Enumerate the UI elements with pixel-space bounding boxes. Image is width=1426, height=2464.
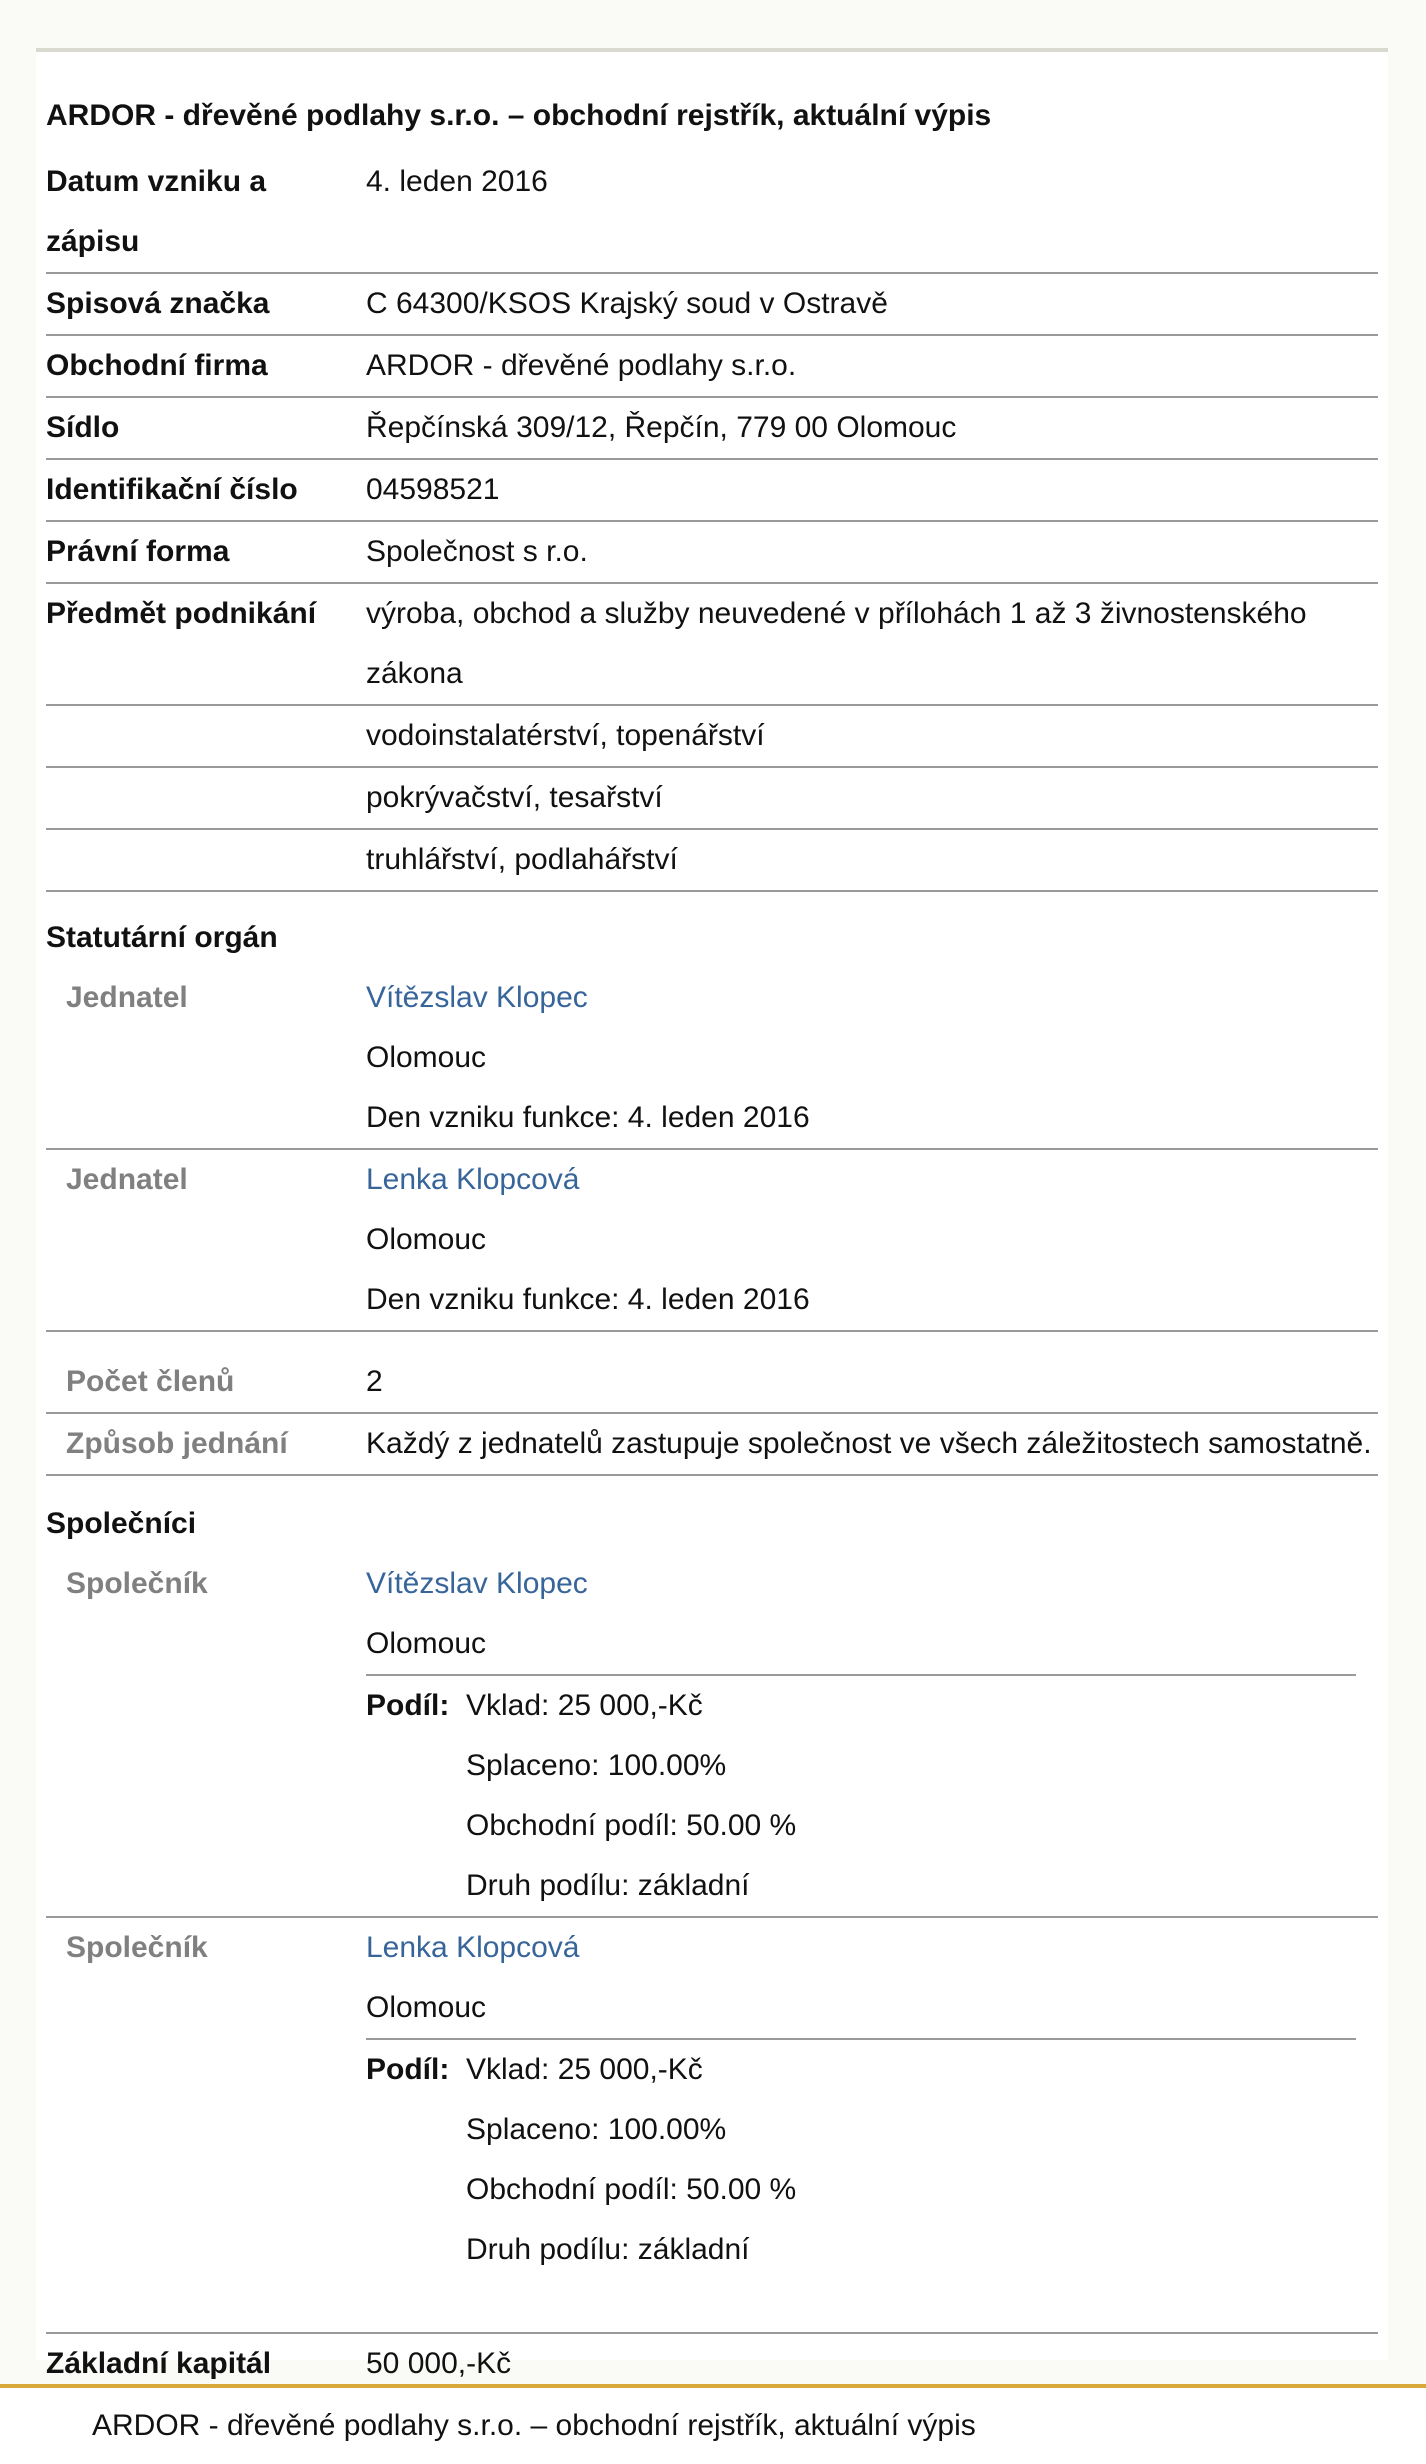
link-spolecnik-2-name[interactable]: Lenka Klopcová xyxy=(366,1931,580,1964)
spolecnik-1-splaceno: Splaceno: 100.00% xyxy=(466,1749,727,1782)
row-spolecnik-2 xyxy=(46,1918,1378,2334)
spolecnik-2-druh-podilu: Druh podílu: základní xyxy=(466,2233,750,2266)
value-predmet-1-line2: zákona xyxy=(366,657,463,690)
jednatel-2-since: Den vzniku funkce: 4. leden 2016 xyxy=(366,1283,810,1316)
row-pravni-forma xyxy=(46,522,1378,584)
value-predmet-2: vodoinstalatérství, topenářství xyxy=(366,719,765,752)
row-predmet-podnikani-3 xyxy=(46,768,1378,830)
row-jednatel-1 xyxy=(46,968,1378,1150)
spolecnik-2-vklad: Vklad: 25 000,-Kč xyxy=(466,2053,703,2086)
label-spolecnik-2: Společník xyxy=(66,1931,208,1964)
spolecnik-2-city: Olomouc xyxy=(366,1991,487,2024)
jednatel-2-city: Olomouc xyxy=(366,1223,487,1256)
value-spisova-znacka: C 64300/KSOS Krajský soud v Ostravě xyxy=(366,287,888,320)
label-zakladni-kapital: Základní kapitál xyxy=(46,2347,272,2380)
value-spolecnik-1 xyxy=(366,1554,588,1674)
value-pravni-forma: Společnost s r.o. xyxy=(366,535,588,568)
footer-title: ARDOR - dřevěné podlahy s.r.o. – obchodní rejstřík, aktuální výpis xyxy=(92,2409,976,2442)
label-zpusob-jednani: Způsob jednání xyxy=(66,1427,288,1460)
spolecnik-1-city: Olomouc xyxy=(366,1627,487,1660)
label-spolecnik-1: Společník xyxy=(66,1567,208,1600)
jednatel-1-since: Den vzniku funkce: 4. leden 2016 xyxy=(366,1101,810,1134)
value-predmet-1-line1: výroba, obchod a služby neuvedené v přílohách 1 až 3 živnostenského xyxy=(366,597,1307,630)
row-predmet-podnikani-2 xyxy=(46,706,1378,768)
label-datum-vzniku xyxy=(46,152,266,272)
spolecnik-1-druh-podilu: Druh podílu: základní xyxy=(466,1869,750,1902)
registry-card xyxy=(36,48,1388,2380)
value-zakladni-kapital: 50 000,-Kč xyxy=(366,2347,512,2380)
row-datum-vzniku xyxy=(46,152,1378,274)
value-predmet-1 xyxy=(366,584,1307,704)
row-predmet-podnikani-4 xyxy=(46,830,1378,892)
value-jednatel-1 xyxy=(366,968,810,1148)
section-spolecnici: Společníci xyxy=(46,1507,197,1540)
row-sidlo xyxy=(46,398,1378,460)
row-spolecnik-1 xyxy=(46,1554,1378,1918)
label-pravni-forma: Právní forma xyxy=(46,535,230,568)
label-pocet-clenu: Počet členů xyxy=(66,1365,235,1398)
row-predmet-podnikani-1 xyxy=(46,584,1378,706)
value-spolecnik-2 xyxy=(366,1918,580,2038)
label-datum-line2: zápisu xyxy=(46,225,140,258)
row-spisova-znacka xyxy=(46,274,1378,336)
spolecnik-1-obchodni-podil: Obchodní podíl: 50.00 % xyxy=(466,1809,797,1842)
value-datum-vzniku: 4. leden 2016 xyxy=(366,165,548,198)
value-predmet-4: truhlářství, podlahářství xyxy=(366,843,678,876)
section-statutarni-organ: Statutární orgán xyxy=(46,921,278,954)
label-jednatel-2: Jednatel xyxy=(66,1163,188,1196)
label-obchodni-firma: Obchodní firma xyxy=(46,349,268,382)
label-jednatel-1: Jednatel xyxy=(66,981,188,1014)
link-jednatel-2-name[interactable]: Lenka Klopcová xyxy=(366,1163,580,1196)
row-pocet-clenu xyxy=(46,1352,1378,1414)
row-jednatel-2 xyxy=(46,1150,1378,1332)
spolecnik-2-share-label: Podíl: xyxy=(366,2053,450,2086)
value-obchodni-firma: ARDOR - dřevěné podlahy s.r.o. xyxy=(366,349,797,382)
footer-bar xyxy=(0,2384,1426,2464)
row-identifikacni-cislo xyxy=(46,460,1378,522)
spolecnik-1-vklad: Vklad: 25 000,-Kč xyxy=(466,1689,703,1722)
label-identifikacni-cislo: Identifikační číslo xyxy=(46,473,298,506)
value-zpusob-jednani: Každý z jednatelů zastupuje společnost ve všech záležitostech samostatně. xyxy=(366,1427,1372,1460)
link-jednatel-1-name[interactable]: Vítězslav Klopec xyxy=(366,981,588,1014)
label-datum-line1: Datum vzniku a xyxy=(46,165,267,198)
spolecnik-2-splaceno: Splaceno: 100.00% xyxy=(466,2113,727,2146)
label-sidlo: Sídlo xyxy=(46,411,120,444)
value-jednatel-2 xyxy=(366,1150,810,1330)
spolecnik-2-share-values xyxy=(466,2040,796,2280)
page-title: ARDOR - dřevěné podlahy s.r.o. – obchodní rejstřík, aktuální výpis xyxy=(46,99,992,132)
value-identifikacni-cislo: 04598521 xyxy=(366,473,500,506)
value-sidlo: Řepčínská 309/12, Řepčín, 779 00 Olomouc xyxy=(366,411,957,444)
label-predmet-podnikani: Předmět podnikání xyxy=(46,597,317,630)
value-pocet-clenu: 2 xyxy=(366,1365,383,1398)
spolecnik-2-obchodni-podil: Obchodní podíl: 50.00 % xyxy=(466,2173,797,2206)
spolecnik-1-share-values xyxy=(466,1676,796,1916)
link-spolecnik-1-name[interactable]: Vítězslav Klopec xyxy=(366,1567,588,1600)
spolecnik-1-share-label: Podíl: xyxy=(366,1689,450,1722)
row-obchodni-firma xyxy=(46,336,1378,398)
row-zpusob-jednani xyxy=(46,1414,1378,1476)
label-spisova-znacka: Spisová značka xyxy=(46,287,270,320)
jednatel-1-city: Olomouc xyxy=(366,1041,487,1074)
value-predmet-3: pokrývačství, tesařství xyxy=(366,781,663,814)
